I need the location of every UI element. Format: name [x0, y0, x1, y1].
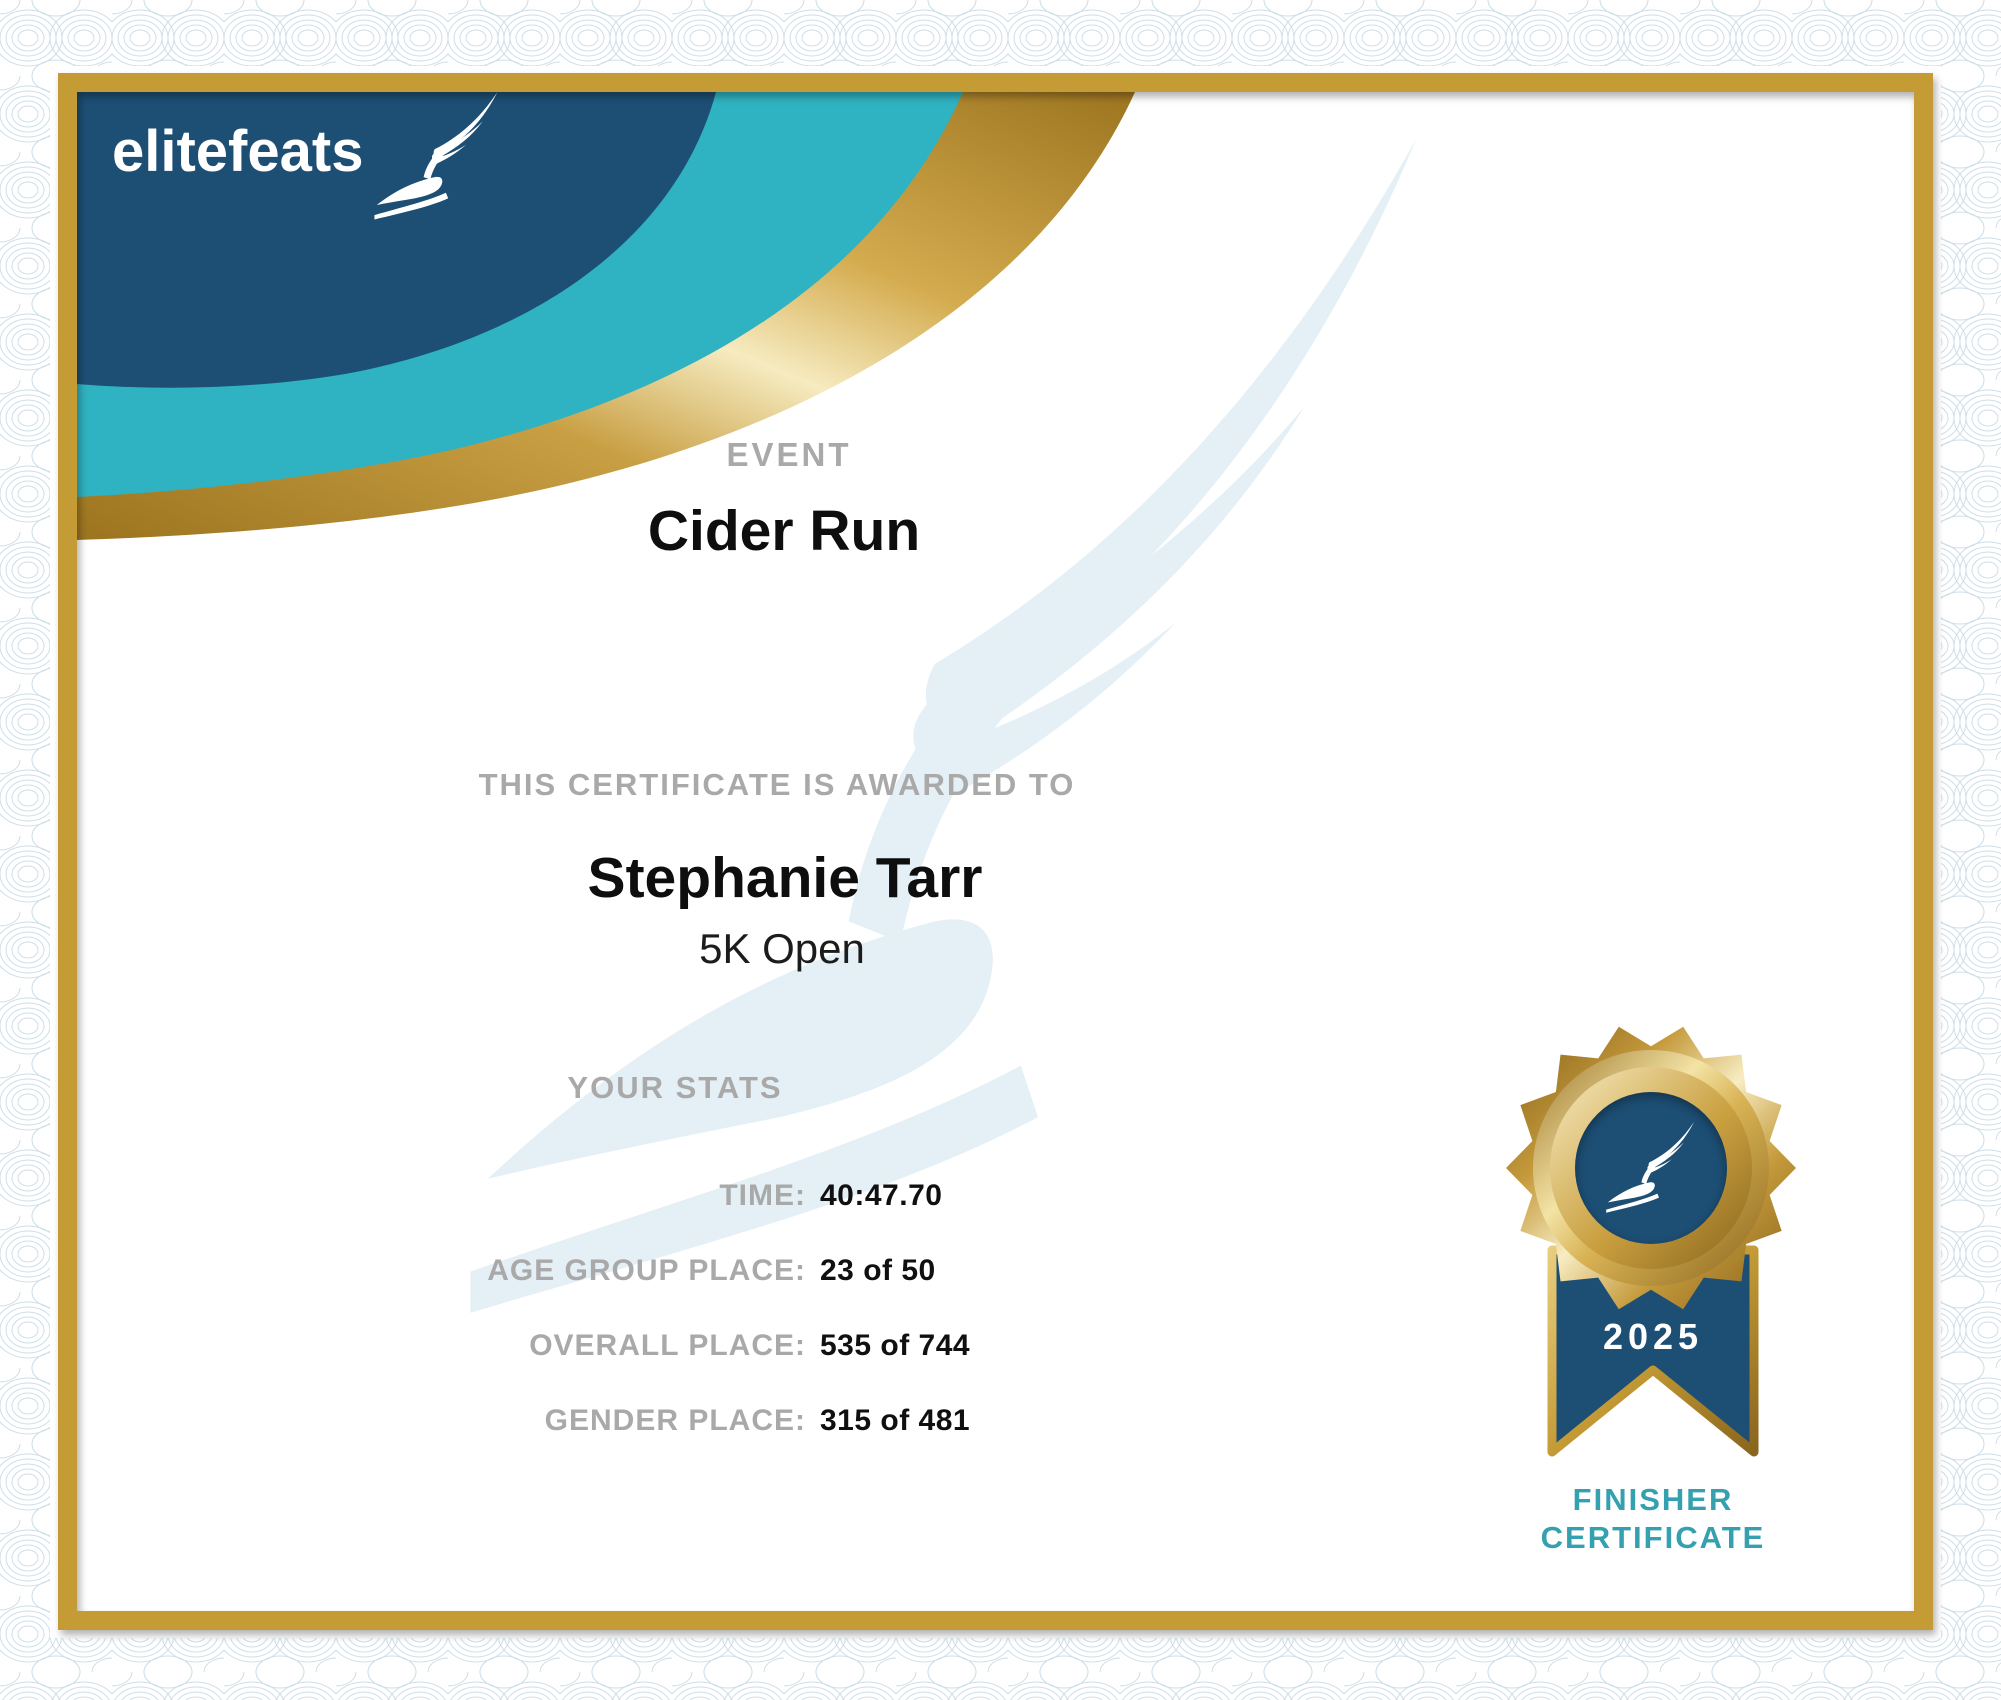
stat-label: GENDER PLACE:: [544, 1403, 806, 1437]
stat-row-age-group-place: [254, 1233, 970, 1308]
stat-row-overall-place: [254, 1308, 970, 1383]
logo-wingfoot-icon: [370, 90, 504, 224]
event-label: EVENT: [726, 436, 852, 473]
finisher-line: FINISHER: [1572, 1482, 1734, 1517]
division: 5K Open: [699, 925, 865, 972]
stat-value: 535 of 744: [820, 1328, 971, 1362]
medal-wingfoot-icon: [1603, 1120, 1699, 1216]
awarded-to-label: THIS CERTIFICATE IS AWARDED TO: [478, 767, 1076, 802]
ribbon-year-text: 2025: [1602, 1316, 1704, 1357]
elitefeats-logo: [112, 118, 363, 185]
finisher-certificate-label: [1500, 1481, 1806, 1557]
stats-block: [254, 1158, 970, 1458]
event-name: Cider Run: [647, 499, 921, 563]
medal-center: [1575, 1092, 1727, 1244]
stat-value: 40:47.70: [820, 1178, 943, 1212]
recipient-name: Stephanie Tarr: [587, 846, 983, 910]
certificate-line: CERTIFICATE: [1540, 1520, 1766, 1555]
stat-value: 23 of 50: [820, 1253, 936, 1287]
stat-label: AGE GROUP PLACE:: [487, 1253, 806, 1287]
stats-heading: YOUR STATS: [567, 1070, 783, 1105]
stat-row-gender-place: [254, 1383, 970, 1458]
stat-row-time: [254, 1158, 970, 1233]
stat-value: 315 of 481: [820, 1403, 971, 1437]
stat-label: OVERALL PLACE:: [529, 1328, 806, 1362]
stat-label: TIME:: [719, 1178, 806, 1212]
elitefeats-logo-text: elitefeats: [112, 119, 364, 184]
